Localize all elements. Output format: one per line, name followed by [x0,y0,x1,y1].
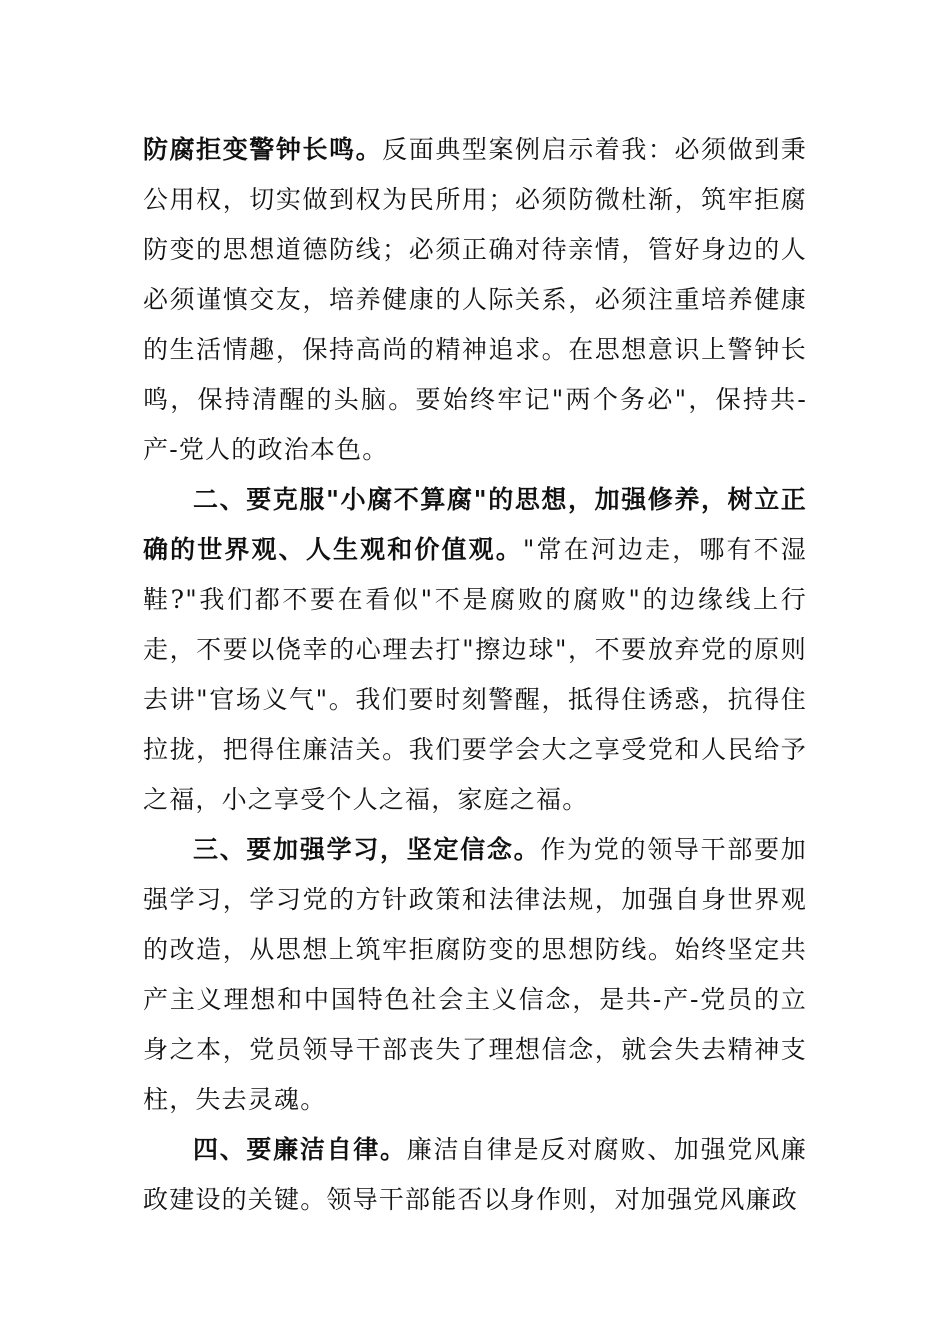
paragraph-3-body: 作为党的领导干部要加强学习，学习党的方针政策和法律法规，加强自身世界观的改造，从思想上筑牢拒腐防变的思想防线。始终坚定共产主义理想和中国特色社会主义信念，是共-产-党员的立身之本，党员领导干部丧失了理想信念，就会失去精神支柱，失去灵魂。 [143,835,807,1114]
paragraph-4-heading: 四、要廉洁自律。 [193,1135,407,1164]
paragraph-1-body: 反面典型案例启示着我：必须做到秉公用权，切实做到权为民所用；必须防微杜渐，筑牢拒腐防变的思想道德防线；必须正确对待亲情，管好身边的人必须谨慎交友，培养健康的人际关系，必须注重培养健康的生活情趣，保持高尚的精神追求。在思想意识上警钟长鸣，保持清醒的头脑。要始终牢记"两个务必"，保持共-产-党人的政治本色。 [143,135,807,464]
paragraph-2 [143,475,807,825]
paragraph-2-heading: 二、要克服"小腐不算腐"的思想，加强修养，树立正确的世界观、人生观和价值观。 [143,485,807,564]
paragraph-2-body: "常在河边走，哪有不湿鞋?"我们都不要在看似"不是腐败的腐败"的边缘线上行走，不要以侥幸的心理去打"擦边球"，不要放弃党的原则去讲"官场义气"。我们要时刻警醒，抵得住诱惑，抗得住拉拢，把得住廉洁关。我们要学会大之享受党和人民给予之福，小之享受个人之福，家庭之福。 [143,535,807,814]
paragraph-1-heading: 防腐拒变警钟长鸣。 [143,135,383,164]
paragraph-1 [143,125,807,475]
paragraph-3-heading: 三、要加强学习，坚定信念。 [193,835,541,864]
paragraph-3 [143,825,807,1125]
paragraph-4 [143,1125,807,1225]
paragraph-4-body: 廉洁自律是反对腐败、加强党风廉政建设的关键。领导干部能否以身作则，对加强党风廉政 [143,1135,807,1214]
